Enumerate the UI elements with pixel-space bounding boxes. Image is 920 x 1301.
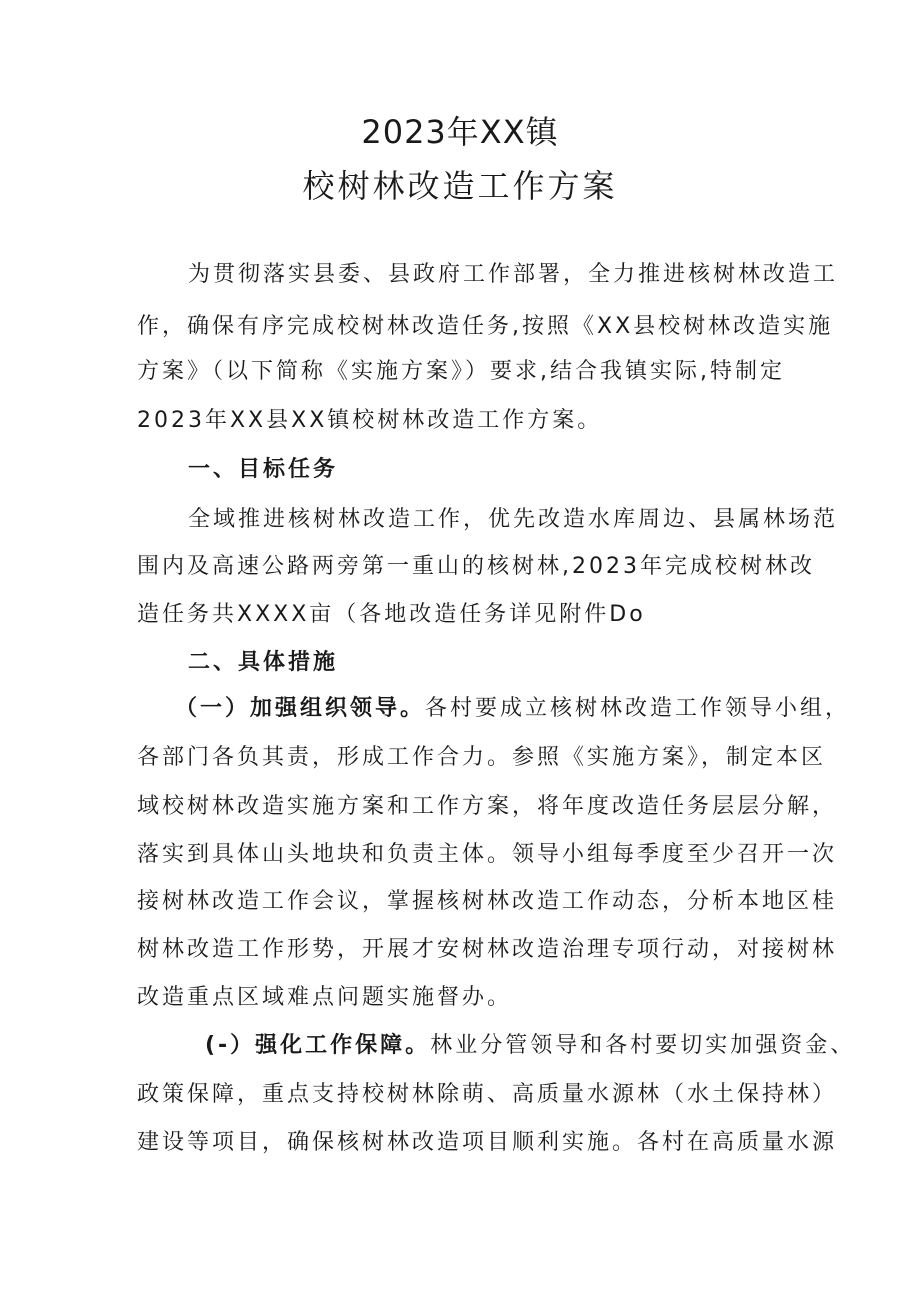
- section-heading-goals: 一、目标任务: [188, 457, 339, 482]
- intro-line-4: 2023年XX县XX镇校树林改造工作方案。: [137, 408, 603, 433]
- measure-1-line-5: 接树林改造工作会议，掌握核树林改造工作动态，分析本地区桂: [137, 889, 838, 914]
- measure-1-line-3: 域校树林改造实施方案和工作方案，将年度改造任务层层分解，: [137, 794, 838, 819]
- measure-1-line-7: 改造重点区域难点问题实施督办。: [137, 985, 513, 1010]
- measure-1-line-6: 树林改造工作形势，开展才安树林改造治理专项行动，对接树林: [137, 937, 838, 962]
- measure-2-line-2: 政策保障，重点支持校树林除萌、高质量水源林（水土保持林）: [137, 1082, 838, 1107]
- measure-2-line-3: 建设等项目，确保核树林改造项目顺利实施。各村在高质量水源: [137, 1130, 838, 1155]
- intro-line-3: 方案》（以下简称《实施方案》）要求,结合我镇实际,特制定: [137, 359, 785, 384]
- intro-line-1: 为贯彻落实县委、县政府工作部署，全力推进核树林改造工: [188, 262, 839, 287]
- measure-1-first-line: [175, 694, 851, 724]
- measure-1-line-4: 落实到具体山头地块和负责主体。领导小组每季度至少召开一次: [137, 842, 838, 867]
- goals-line-2: 围内及高速公路两旁第一重山的核树林,2023年完成校树林改: [137, 554, 815, 579]
- title-line-2: 校树林改造工作方案: [302, 167, 618, 205]
- measure-1-text: 各村要成立核树林改造工作领导小组，: [425, 696, 851, 721]
- measure-2-text: 林业分管领导和各村要切实加强资金、: [430, 1033, 856, 1058]
- goals-line-1: 全域推进核树林改造工作，优先改造水库周边、县属林场范: [188, 507, 839, 532]
- measure-2-first-line: [205, 1031, 865, 1061]
- measure-1-line-2: 各部门各负其责，形成工作合力。参照《实施方案》，制定本区: [137, 745, 827, 770]
- goals-line-3: 造任务共XXXX亩（各地改造任务详见附件Do: [137, 602, 646, 627]
- measure-2-label: (-）强化工作保障。: [205, 1033, 431, 1058]
- title-line-1: 2023年XX镇: [361, 113, 559, 151]
- intro-line-2: 作，确保有序完成校树林改造任务,按照《XX县校树林改造实施: [137, 314, 834, 339]
- section-heading-measures: 二、具体措施: [188, 650, 339, 675]
- measure-1-label: （一）加强组织领导。: [175, 696, 426, 721]
